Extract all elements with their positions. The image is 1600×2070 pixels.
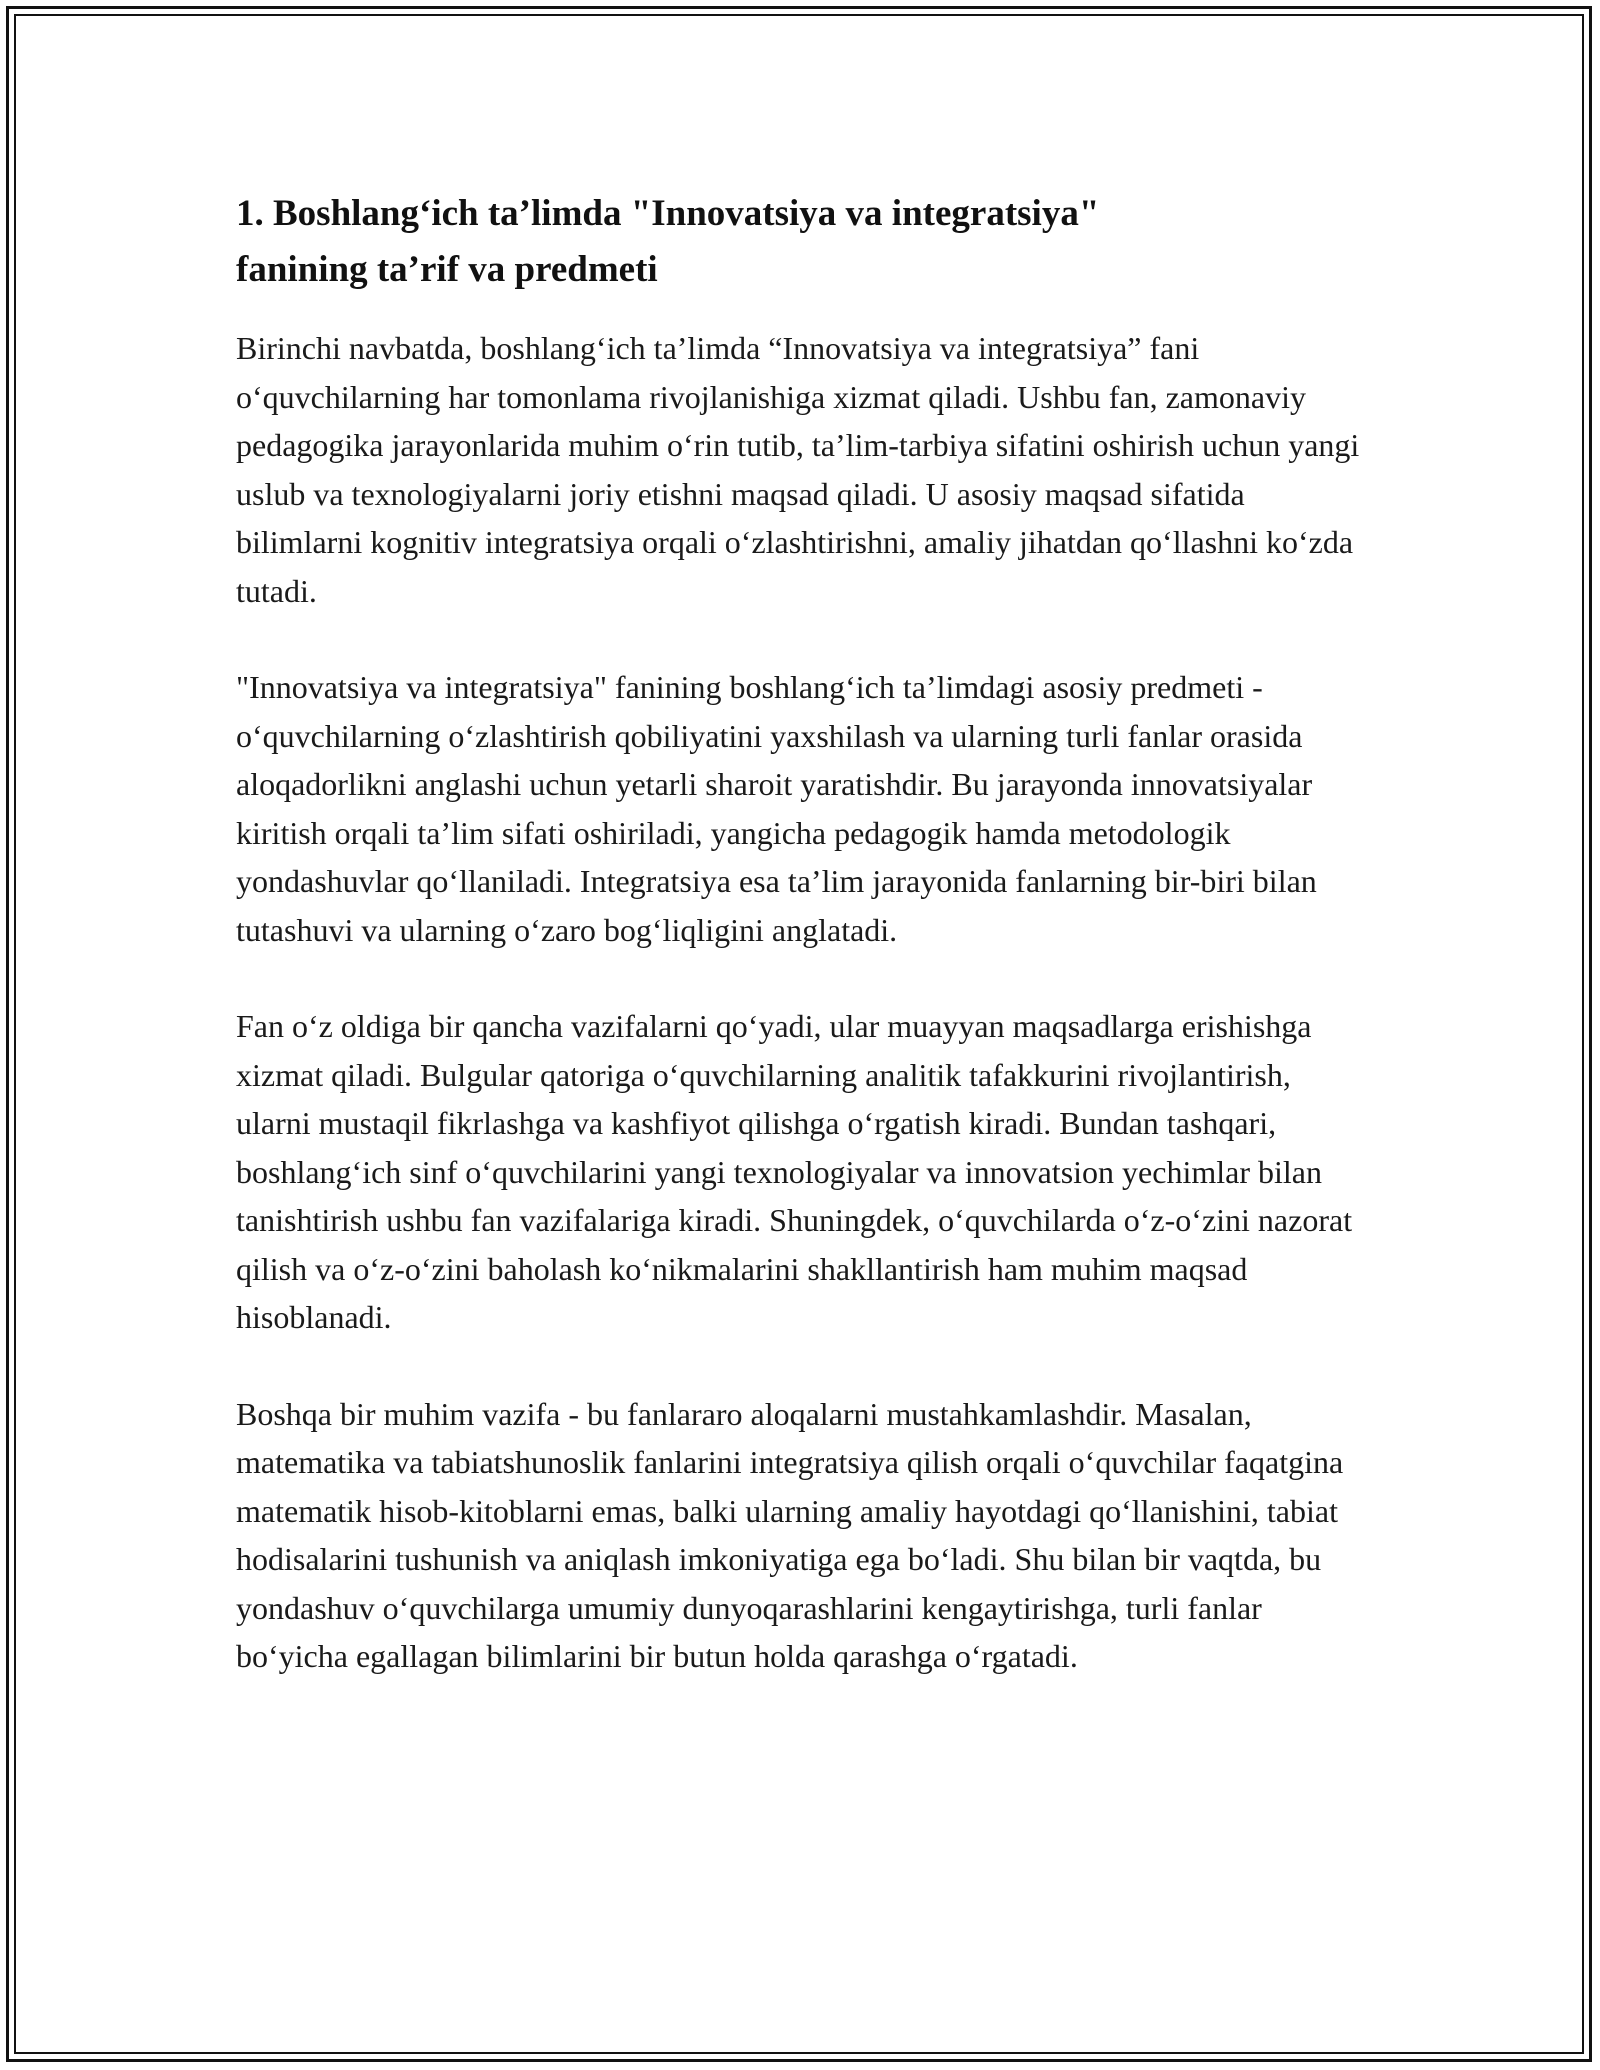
paragraph-1: Birinchi navbatda, boshlang‘ich ta’limda “Innovatsiya va integratsiya” fani o‘quvchilarning har tomonlama rivojlanishiga xizmat qiladi. Ushbu fan, zamonaviy pedagogika jarayonlarida muhim o‘rin tutib, ta’lim-tarbiya sifatini oshirish uchun yangi uslub va texnologiyalarni joriy etishni maqsad qiladi. U asosiy maqsad sifatida bilimlarni kognitiv integratsiya orqali o‘zlashtirishni, amaliy jihatdan qo‘llashni ko‘zda tutadi. bbox=[236, 330, 1360, 609]
paragraph-4: Boshqa bir muhim vazifa - bu fanlararo aloqalarni mustahkamlashdir. Masalan, matematika va tabiatshunoslik fanlarini integratsiya qilish orqali o‘quvchilar faqatgina matematik hisob-kitoblarni emas, balki ularning amaliy hayotdagi qo‘llanishini, tabiat hodisalarini tushunish va aniqlash imkoniyatiga ega bo‘ladi. Shu bilan bir vaqtda, bu yondashuv o‘quvchilarga umumiy dunyoqarashlarini kengaytirishga, turli fanlar bo‘yicha egallagan bilimlarini bir butun holda qarashga o‘rgatadi. bbox=[236, 1395, 1344, 1674]
section-heading bbox=[236, 186, 1366, 298]
section-heading-line-1: 1. Boshlang‘ich ta’limda "Innovatsiya va integratsiya" bbox=[236, 193, 1100, 234]
document-body bbox=[236, 186, 1366, 1729]
section-heading-line-2: fanining ta’rif va predmeti bbox=[236, 249, 658, 290]
paragraph-3: Fan o‘z oldiga bir qancha vazifalarni qo‘yadi, ular muayyan maqsadlarga erishishga xizmat qiladi. Bulgular qatoriga o‘quvchilarning analitik tafakkurini rivojlantirish, ularni mustaqil fikrlashga va kashfiyot qilishga o‘rgatish kiradi. Bundan tashqari, boshlang‘ich sinf o‘quvchilarini yangi texnologiyalar va innovatsion yechimlar bilan tanishtirish ushbu fan vazifalariga kiradi. Shuningdek, o‘quvchilarda o‘z-o‘zini nazorat qilish va o‘z-o‘zini baholash ko‘nikmalarini shakllantirish ham muhim maqsad hisoblanadi. bbox=[236, 1008, 1353, 1335]
paragraph-2: "Innovatsiya va integratsiya" fanining boshlang‘ich ta’limdagi asosiy predmeti - o‘quvchilarning o‘zlashtirish qobiliyatini yaxshilash va ularning turli fanlar orasida aloqadorlikni anglashi uchun yetarli sharoit yaratishdir. Bu jarayonda innovatsiyalar kiritish orqali ta’lim sifati oshiriladi, yangicha pedagogik hamda metodologik yondashuvlar qo‘llaniladi. Integratsiya esa ta’lim jarayonida fanlarning bir-biri bilan tutashuvi va ularning o‘zaro bog‘liqligini anglatadi. bbox=[236, 669, 1317, 948]
